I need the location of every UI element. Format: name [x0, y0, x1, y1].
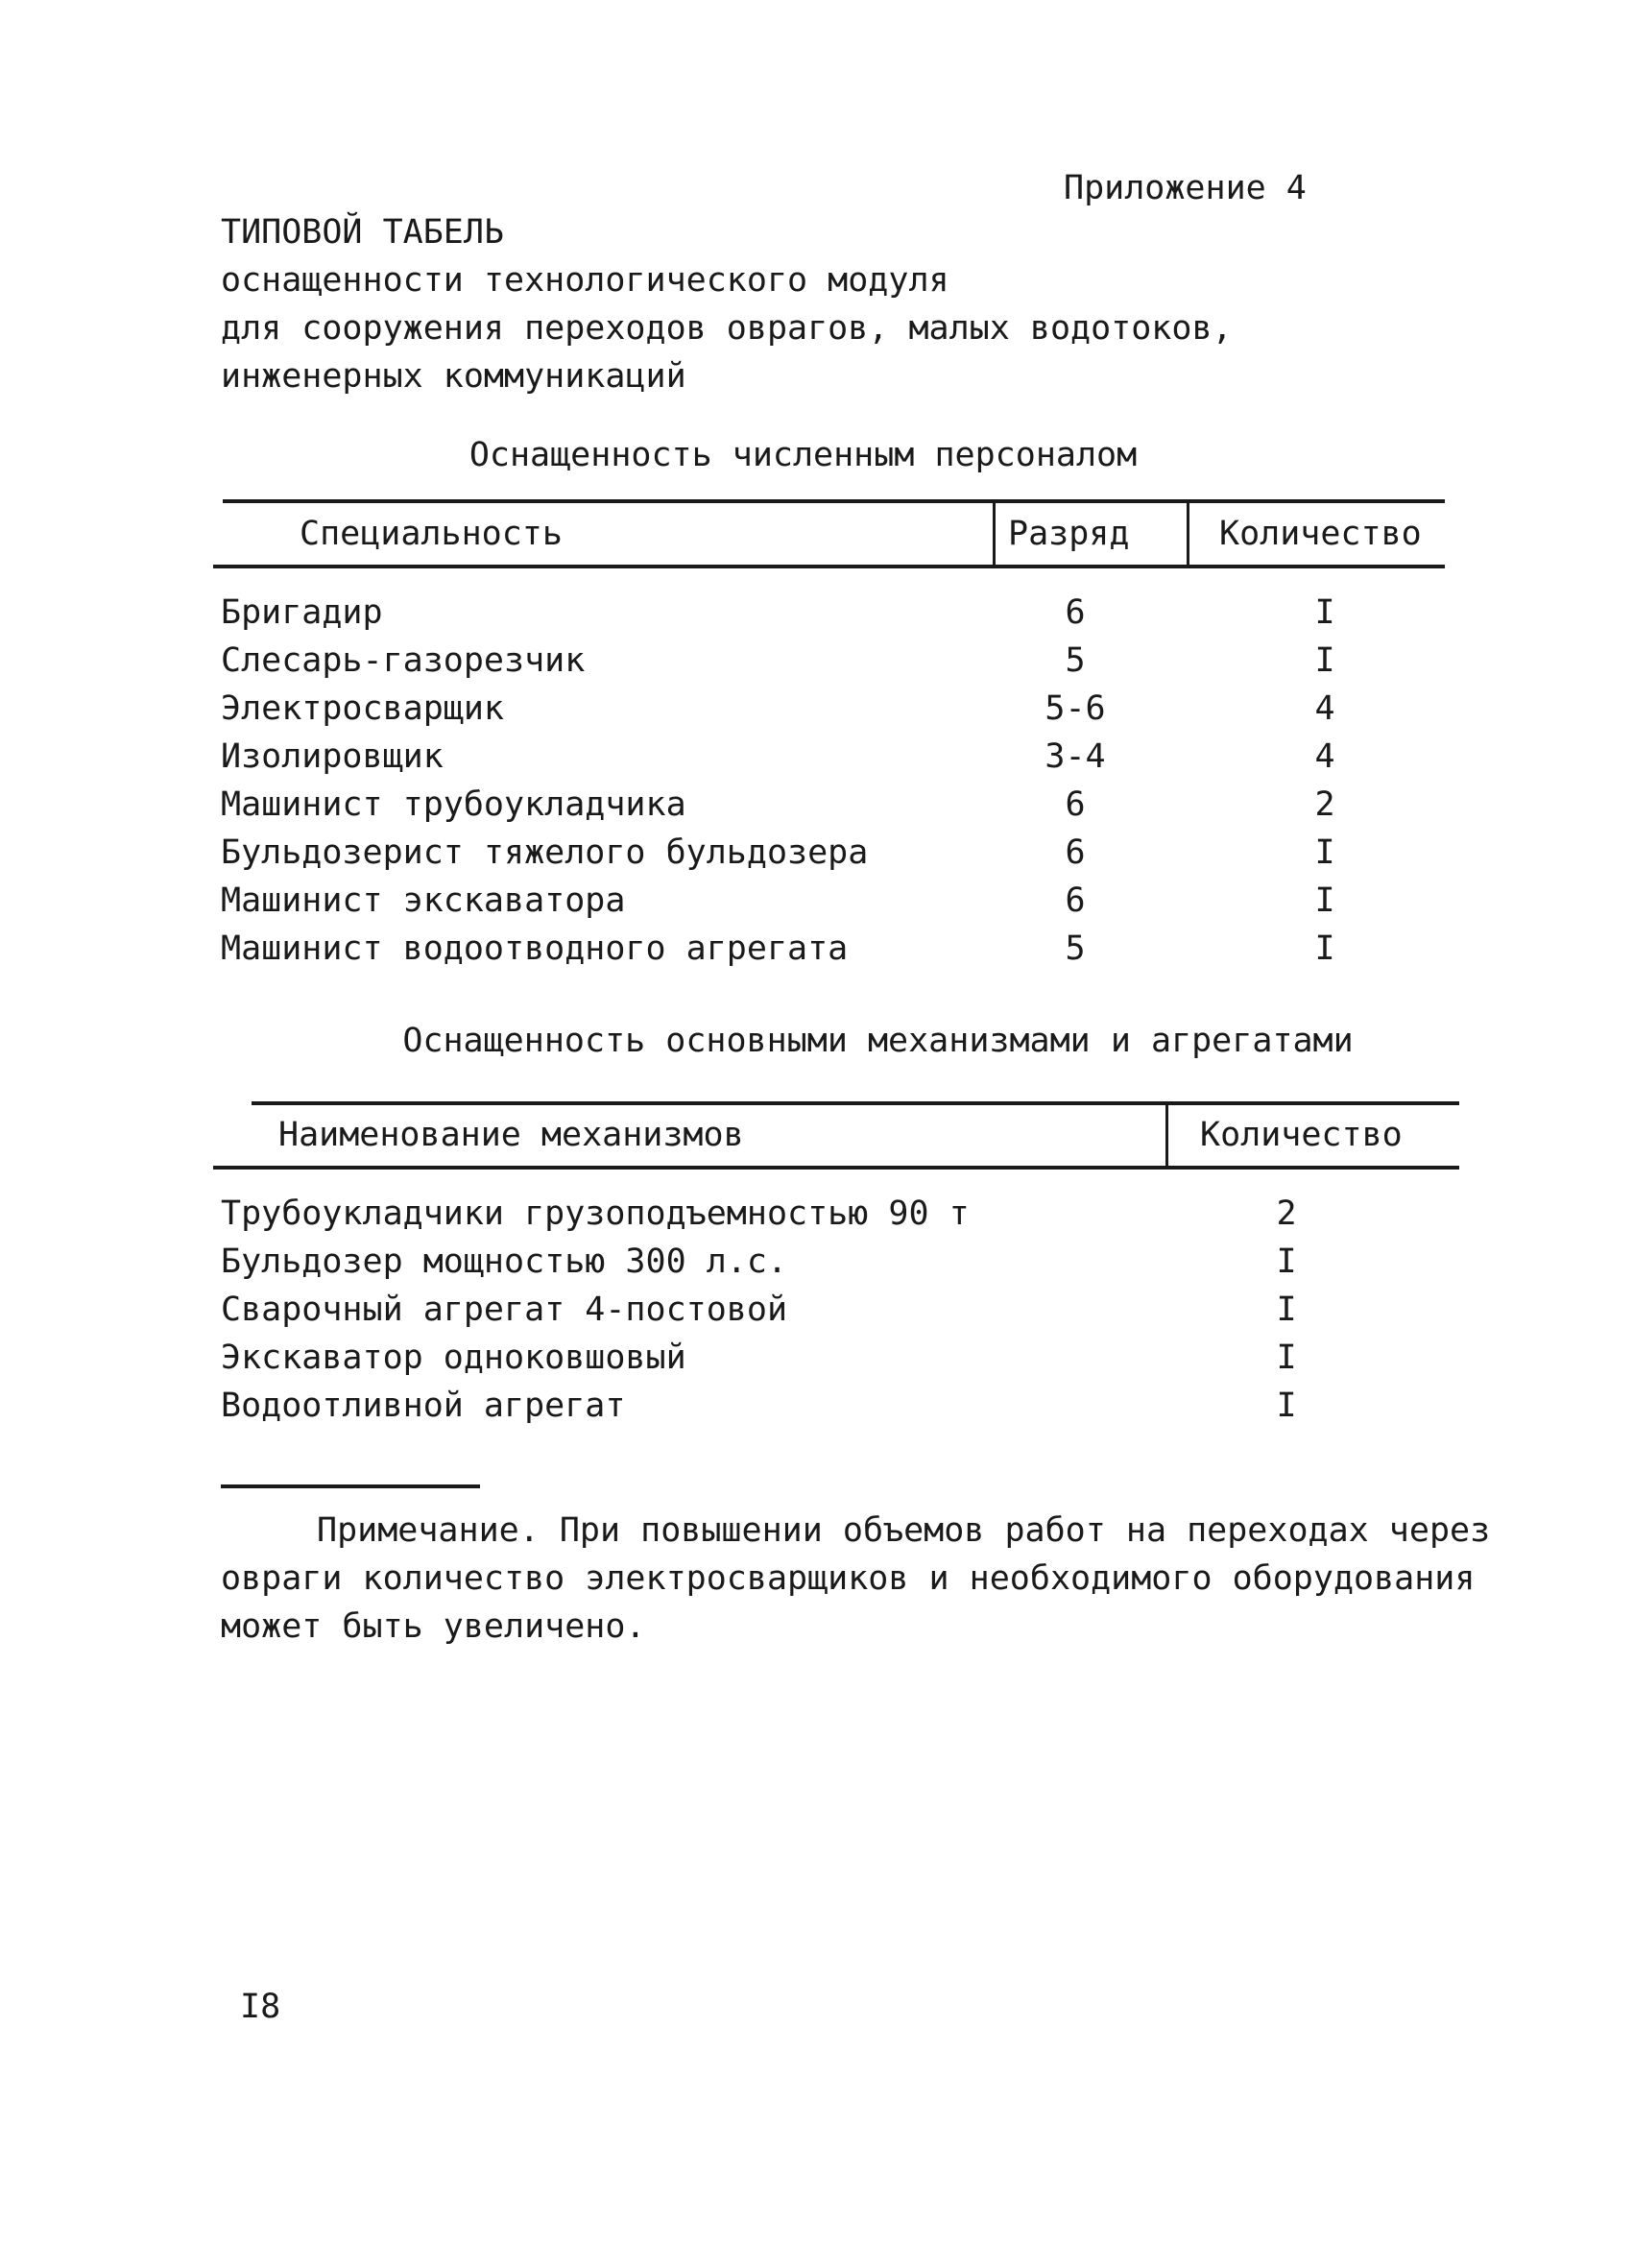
- table-row: [0, 638, 1633, 684]
- specialty-cell: Машинист трубоукладчика: [221, 785, 686, 824]
- machine-name-cell: Водоотливной агрегат: [221, 1387, 626, 1425]
- column-header-grade: Разряд: [1008, 515, 1130, 553]
- machines-caption: [0, 1018, 1633, 1064]
- machine-quantity-cell: I: [1276, 1243, 1297, 1281]
- personnel-caption: [0, 432, 1633, 478]
- machines-table-header-rule: [213, 1166, 1459, 1170]
- specialty-cell: Слесарь-газорезчик: [221, 641, 586, 680]
- personnel-table-divider-2: [1187, 501, 1189, 567]
- machine-quantity-cell: I: [1276, 1339, 1297, 1377]
- machine-quantity-cell: I: [1276, 1387, 1297, 1425]
- table-row: [0, 734, 1633, 780]
- machine-name-cell: Экскаватор одноковшовый: [221, 1339, 686, 1377]
- table-row: [0, 878, 1633, 924]
- specialty-cell: Изолировщик: [221, 737, 444, 776]
- personnel-table-divider-1: [993, 501, 996, 567]
- title-line-2: оснащенности технологического модуля: [221, 261, 949, 300]
- machine-name-cell: Бульдозер мощностью 300 л.с.: [221, 1243, 788, 1281]
- quantity-cell: I: [1314, 641, 1335, 680]
- machines-table-top-rule: [252, 1101, 1459, 1105]
- specialty-cell: Электросварщик: [221, 689, 505, 728]
- grade-cell: 3-4: [1045, 737, 1106, 776]
- machine-quantity-cell: 2: [1276, 1194, 1297, 1233]
- specialty-cell: Машинист водоотводного агрегата: [221, 929, 849, 968]
- table-row: [0, 1191, 1633, 1237]
- title-line-1: ТИПОВОЙ ТАБЕЛЬ: [221, 213, 505, 252]
- column-header-machine-quantity: Количество: [1200, 1116, 1403, 1154]
- specialty-cell: Машинист экскаватора: [221, 881, 626, 920]
- table-row: [0, 590, 1633, 636]
- appendix-label: Приложение 4: [1064, 169, 1307, 207]
- table-row: [0, 926, 1633, 972]
- grade-cell: 5-6: [1045, 689, 1106, 728]
- title-line-4: инженерных коммуникаций: [221, 357, 686, 396]
- machines-caption-text: Оснащенность основными механизмами и агрегатами: [402, 1022, 1354, 1060]
- machine-name-cell: Сварочный агрегат 4-постовой: [221, 1291, 788, 1329]
- title-line-3: для сооружения переходов оврагов, малых водотоков,: [221, 309, 1233, 348]
- grade-cell: 6: [1065, 881, 1086, 920]
- column-header-specialty: Специальность: [300, 515, 563, 553]
- table-row: [0, 1287, 1633, 1333]
- machine-name-cell: Трубоукладчики грузоподъемностью 90 т: [221, 1194, 970, 1233]
- machine-quantity-cell: I: [1276, 1291, 1297, 1329]
- grade-cell: 5: [1065, 929, 1086, 968]
- quantity-cell: I: [1314, 833, 1335, 872]
- table-row: [0, 1335, 1633, 1381]
- note-line-1: Примечание. При повышении объемов работ на переходах через: [317, 1511, 1491, 1550]
- grade-cell: 6: [1065, 785, 1086, 824]
- specialty-cell: Бульдозерист тяжелого бульдозера: [221, 833, 869, 872]
- column-header-machine-name: Наименование механизмов: [278, 1116, 744, 1154]
- footnote-rule: [221, 1484, 480, 1488]
- table-row: [0, 1383, 1633, 1429]
- column-header-quantity: Количество: [1219, 515, 1422, 553]
- table-row: [0, 686, 1633, 732]
- personnel-table-header-rule: [213, 565, 1445, 568]
- machines-table-divider: [1165, 1103, 1168, 1169]
- grade-cell: 5: [1065, 641, 1086, 680]
- table-row: [0, 782, 1633, 828]
- personnel-caption-text: Оснащенность численным персоналом: [468, 436, 1138, 474]
- quantity-cell: I: [1314, 929, 1335, 968]
- grade-cell: 6: [1065, 833, 1086, 872]
- quantity-cell: I: [1314, 593, 1335, 632]
- quantity-cell: 4: [1314, 737, 1335, 776]
- page-number: I8: [240, 1988, 281, 2026]
- quantity-cell: I: [1314, 881, 1335, 920]
- table-row: [0, 1239, 1633, 1285]
- grade-cell: 6: [1065, 593, 1086, 632]
- personnel-table-top-rule: [223, 499, 1445, 503]
- note-line-3: может быть увеличено.: [221, 1607, 646, 1646]
- quantity-cell: 4: [1314, 689, 1335, 728]
- note-line-2: овраги количество электросварщиков и необходимого оборудования: [221, 1559, 1476, 1598]
- quantity-cell: 2: [1314, 785, 1335, 824]
- table-row: [0, 830, 1633, 876]
- specialty-cell: Бригадир: [221, 593, 383, 632]
